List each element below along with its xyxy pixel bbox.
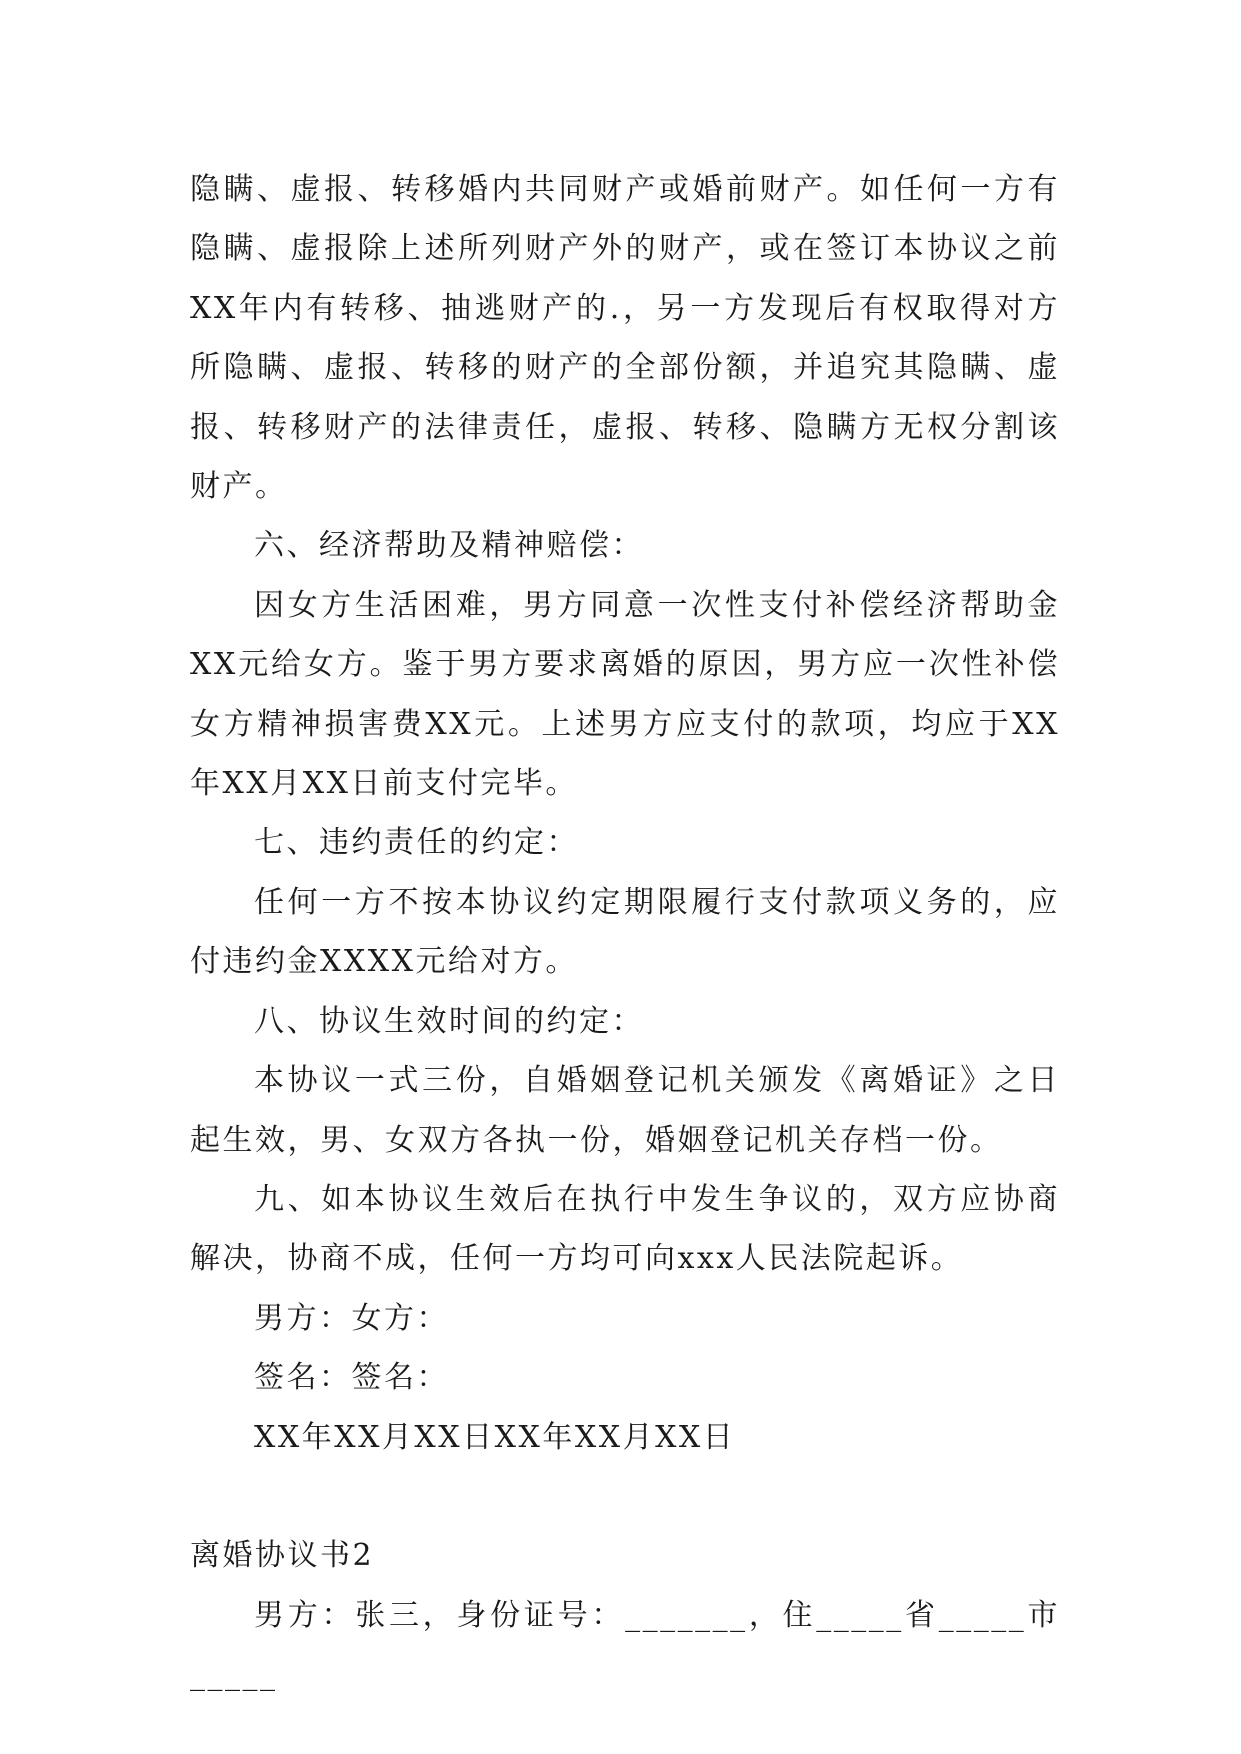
clause-heading-6: 六、经济帮助及精神赔偿： (254, 528, 644, 564)
section-title: 离婚协议书2 (190, 1538, 375, 1574)
clause-heading-8: 八、协议生效时间的约定： (254, 1003, 644, 1039)
signature-parties: 男方：女方： (254, 1300, 449, 1336)
clause-7-body: 任何一方不按本协议约定期限履行支付款项义务的，应付违约金XXXX元给对方。 (190, 884, 1060, 980)
clause-9-body: 九、如本协议生效后在执行中发生争议的，双方应协商解决，协商不成，任何一方均可向xxx人民法院起诉。 (190, 1181, 1060, 1277)
signature-dates: XX年XX月XX日XX年XX月XX日 (254, 1419, 736, 1455)
document-body (190, 160, 1060, 1705)
clause-6-body: 因女方生活困难，男方同意一次性支付补偿经济帮助金XX元给女方。鉴于男方要求离婚的原因，男方应一次性补偿女方精神损害费XX元。上述男方应支付的款项，均应于XX年XX月XX日前支付完毕。 (190, 587, 1060, 802)
spacer (190, 1467, 1060, 1526)
paragraph-continuation: 隐瞒、虚报、转移婚内共同财产或婚前财产。如任何一方有隐瞒、虚报除上述所列财产外的财产，或在签订本协议之前XX年内有转移、抽逃财产的.，另一方发现后有权取得对方所隐瞒、虚报、转移的财产的全部份额，并追究其隐瞒、虚报、转移财产的法律责任，虚报、转移、隐瞒方无权分割该财产。 (190, 172, 1060, 505)
clause-8-body: 本协议一式三份，自婚姻登记机关颁发《离婚证》之日起生效，男、女双方各执一份，婚姻登记机关存档一份。 (190, 1063, 1060, 1158)
signature-names: 签名：签名： (254, 1360, 449, 1396)
clause-heading-7: 七、违约责任的约定： (254, 825, 579, 861)
party-info-line: 男方：张三，身份证号：_______，住_____省_____市_____ (190, 1597, 1060, 1693)
